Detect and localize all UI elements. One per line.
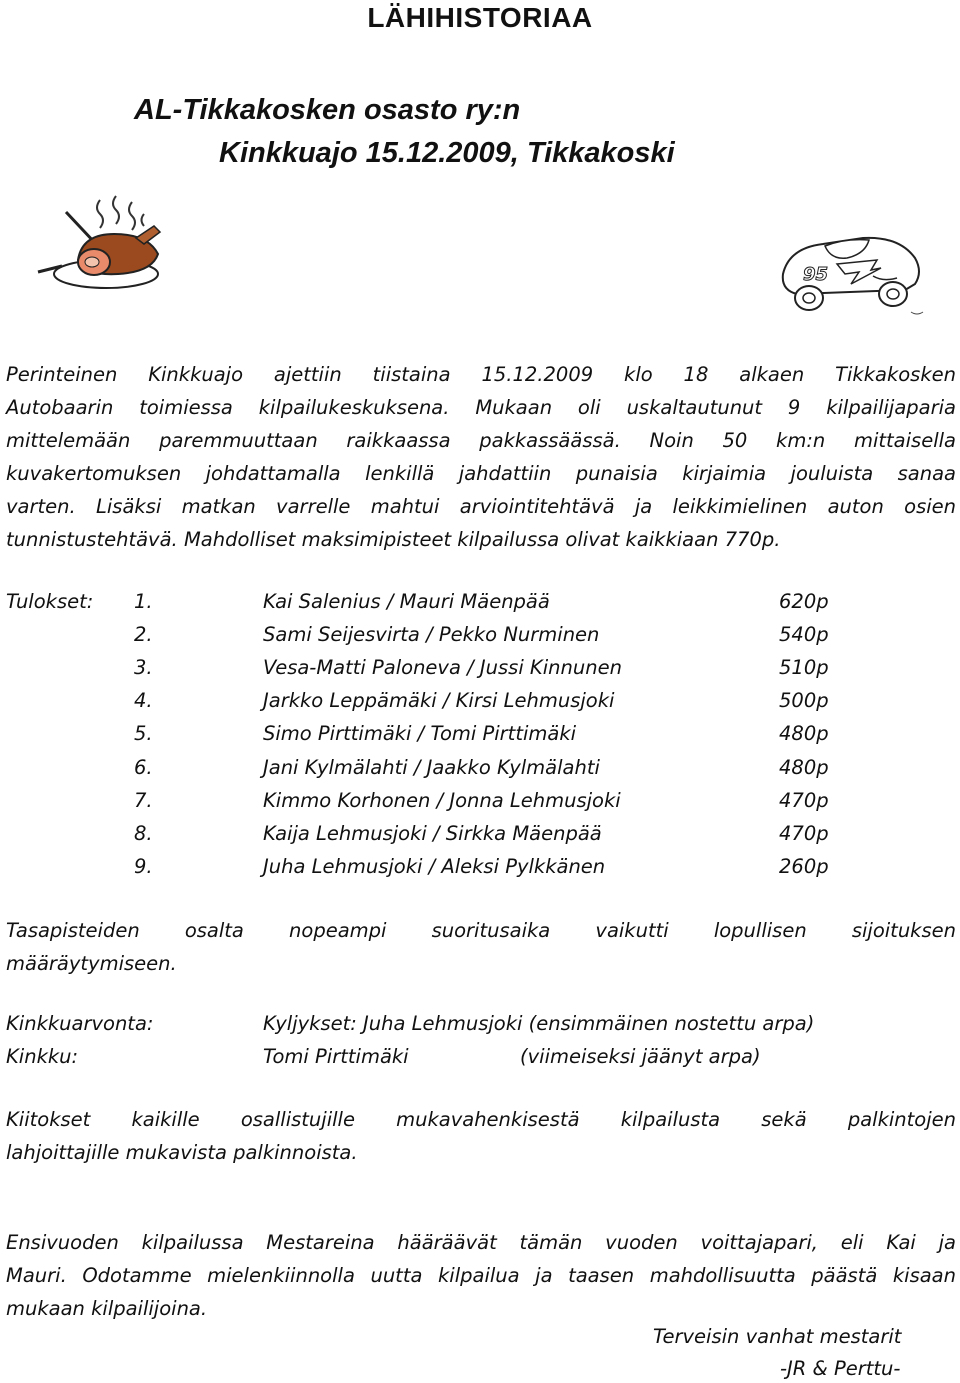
result-points: 480p [779,756,829,779]
closing-line: Mauri. Odotamme mielenkiinnolla uutta kilpailua ja taasen mahdollisuutta päästä kisaan [6,1264,956,1287]
tiebreak-line: Tasapisteiden osalta nopeampi suoritusaika vaikutti lopullisen sijoituksen [6,919,956,942]
intro-line: mittelemään paremmuuttaan raikkaassa pakkassäässä. Noin 50 km:n mittaisella [6,429,956,452]
result-rank: 2. [134,623,153,646]
result-names: Simo Pirttimäki / Tomi Pirttimäki [263,722,577,745]
result-names: Kai Salenius / Mauri Mäenpää [263,590,550,613]
result-rank: 5. [134,722,153,745]
result-points: 470p [779,822,829,845]
result-points: 510p [779,656,829,679]
result-names: Jani Kylmälahti / Jaakko Kylmälahti [263,756,600,779]
result-rank: 6. [134,756,153,779]
result-rank: 4. [134,689,153,712]
results-list [134,590,934,890]
result-names: Juha Lehmusjoki / Aleksi Pylkkänen [263,855,606,878]
thanks-paragraph [6,1103,956,1169]
thanks-line: Kiitokset kaikille osallistujille mukavahenkisestä kilpailusta sekä palkintojen [6,1108,956,1131]
tiebreak-paragraph [6,914,956,980]
result-points: 480p [779,722,829,745]
result-points: 620p [779,590,829,613]
result-points: 260p [779,855,829,878]
tiebreak-line: määräytymiseen. [6,952,177,975]
result-names: Kimmo Korhonen / Jonna Lehmusjoki [263,789,621,812]
ham-note: (viimeiseksi jäänyt arpa) [520,1045,761,1068]
result-names: Sami Seijesvirta / Pekko Nurminen [263,623,600,646]
svg-text:95: 95 [803,264,829,285]
intro-line: Autobaarin toimiessa kilpailukeskuksena. Mukaan oli uskaltautunut 9 kilpailijaparia [6,396,956,419]
result-rank: 7. [134,789,153,812]
result-points: 470p [779,789,829,812]
closing-line: Ensivuoden kilpailussa Mestareina hääräävät tämän vuoden voittajapari, eli Kai ja [6,1231,956,1254]
result-points: 540p [779,623,829,646]
signature-names: -JR & Perttu- [780,1357,901,1380]
roast-ham-icon [36,192,186,302]
intro-paragraph [6,358,956,556]
result-rank: 8. [134,822,153,845]
thanks-line: lahjoittajille mukavista palkinnoista. [6,1141,358,1164]
ham-winner: Tomi Pirttimäki [263,1045,409,1068]
race-car-icon [777,224,927,324]
ham-label: Kinkku: [6,1045,79,1068]
result-names: Vesa-Matti Paloneva / Jussi Kinnunen [263,656,622,679]
intro-line: kuvakertomuksen johdattamalla lenkillä jahdattiin punaisia kirjaimia jouluista sanaa [6,462,956,485]
signature-greeting: Terveisin vanhat mestarit [653,1325,902,1348]
intro-line: tunnistustehtävä. Mahdolliset maksimipisteet kilpailussa olivat kaikkiaan 770p. [6,528,781,551]
result-rank: 3. [134,656,153,679]
results-label: Tulokset: [6,590,94,613]
raffle-label: Kinkkuarvonta: [6,1012,154,1035]
result-names: Kaija Lehmusjoki / Sirkka Mäenpää [263,822,602,845]
raffle-chops-text: Kyljykset: Juha Lehmusjoki (ensimmäinen nostettu arpa) [263,1012,815,1035]
closing-line: mukaan kilpailijoina. [6,1297,208,1320]
event-heading: Kinkkuajo 15.12.2009, Tikkakoski [219,137,675,169]
result-rank: 9. [134,855,153,878]
closing-paragraph [6,1226,956,1325]
result-points: 500p [779,689,829,712]
page-title: LÄHIHISTORIAA [367,2,593,33]
result-rank: 1. [134,590,153,613]
result-names: Jarkko Leppämäki / Kirsi Lehmusjoki [263,689,615,712]
intro-line: varten. Lisäksi matkan varrelle mahtui arviointitehtävä ja leikkimielinen auton osien [6,495,956,518]
organization-heading: AL-Tikkakosken osasto ry:n [134,94,521,126]
intro-line: Perinteinen Kinkkuajo ajettiin tiistaina 15.12.2009 klo 18 alkaen Tikkakosken [6,363,956,386]
